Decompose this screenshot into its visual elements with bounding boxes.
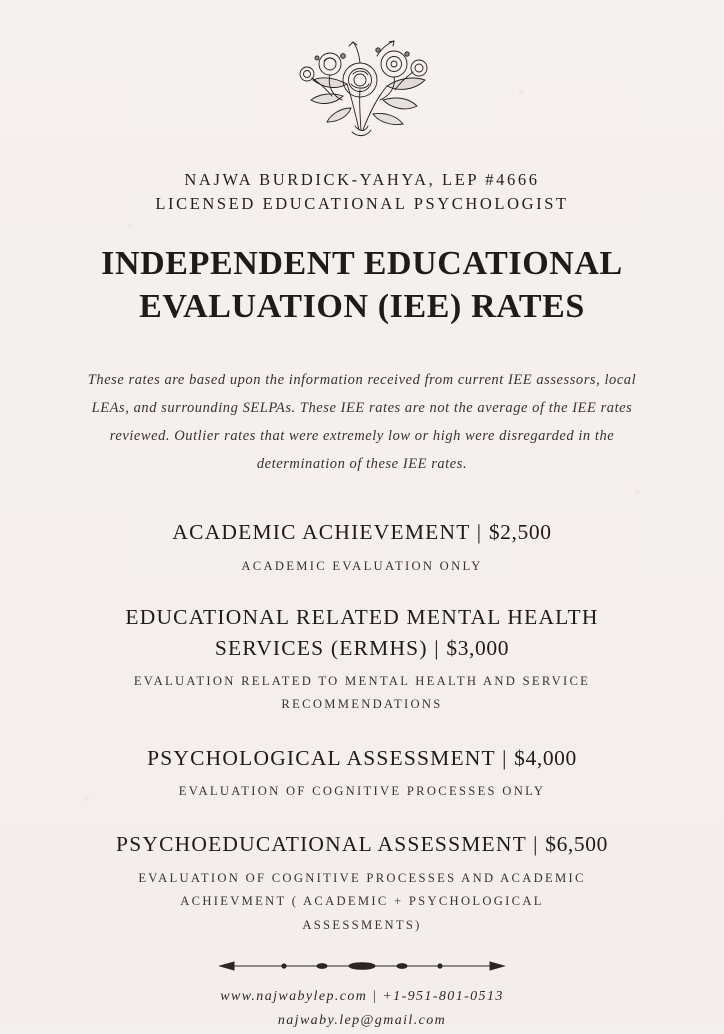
rate-amount: $3,000 bbox=[446, 635, 510, 660]
rate-description: EVALUATION RELATED TO MENTAL HEALTH AND SERVICE RECOMMENDATIONS bbox=[133, 674, 591, 712]
footer-contact bbox=[220, 985, 504, 1034]
rate-name: PSYCHOLOGICAL ASSESSMENT bbox=[147, 745, 496, 770]
page-title-line-1: INDEPENDENT EDUCATIONAL bbox=[101, 244, 623, 282]
rate-description: EVALUATION OF COGNITIVE PROCESSES AND ACADEMIC ACHIEVMENT ( ACADEMIC + PSYCHOLOGICAL ASSESSMENTS) bbox=[138, 870, 586, 932]
practitioner-header bbox=[155, 168, 568, 216]
rate-separator: | bbox=[476, 520, 483, 545]
rate-separator: | bbox=[434, 635, 440, 660]
rate-item bbox=[52, 829, 672, 936]
rate-name: EDUCATIONAL RELATED MENTAL HEALTH SERVICES (ERMHS) bbox=[125, 605, 599, 660]
rate-separator: | bbox=[502, 745, 508, 770]
page-title bbox=[101, 242, 623, 329]
rate-amount: $4,000 bbox=[514, 745, 577, 770]
rate-description: ACADEMIC EVALUATION ONLY bbox=[241, 558, 483, 573]
rate-item bbox=[52, 517, 672, 578]
rates-list bbox=[52, 511, 672, 941]
practitioner-credential: LICENSED EDUCATIONAL PSYCHOLOGIST bbox=[155, 193, 569, 213]
rate-description: EVALUATION OF COGNITIVE PROCESSES ONLY bbox=[178, 784, 546, 799]
rate-heading bbox=[102, 602, 622, 663]
intro-paragraph: These rates are based upon the information received from current IEE assessors, local LEAs, and surrounding SELPAs. These IEE rates are not the average of the IEE rates reviewed. Outlier rates that were extremely low or high were disregarded in the determination of these IEE rates. bbox=[87, 371, 637, 473]
rate-amount: $2,500 bbox=[488, 520, 552, 545]
rate-heading bbox=[102, 517, 622, 548]
rate-name: ACADEMIC ACHIEVEMENT bbox=[172, 520, 471, 545]
arrow-flourish-divider-icon bbox=[212, 959, 512, 973]
floral-bouquet-icon bbox=[247, 34, 477, 142]
rate-separator: | bbox=[533, 832, 539, 857]
rate-name: PSYCHOEDUCATIONAL ASSESSMENT bbox=[116, 832, 527, 857]
rate-item bbox=[52, 743, 672, 804]
rate-item bbox=[52, 602, 672, 717]
page-title-line-2: EVALUATION (IEE) RATES bbox=[139, 288, 585, 326]
rate-heading bbox=[102, 743, 622, 774]
rate-amount: $6,500 bbox=[545, 832, 608, 857]
practitioner-name: NAJWA BURDICK-YAHYA, LEP #4666 bbox=[184, 170, 540, 189]
contact-email[interactable]: najwaby.lep@gmail.com bbox=[277, 1013, 447, 1029]
contact-line[interactable]: www.najwabylep.com | +1-951-801-0513 bbox=[220, 988, 504, 1004]
rate-heading bbox=[102, 829, 622, 860]
